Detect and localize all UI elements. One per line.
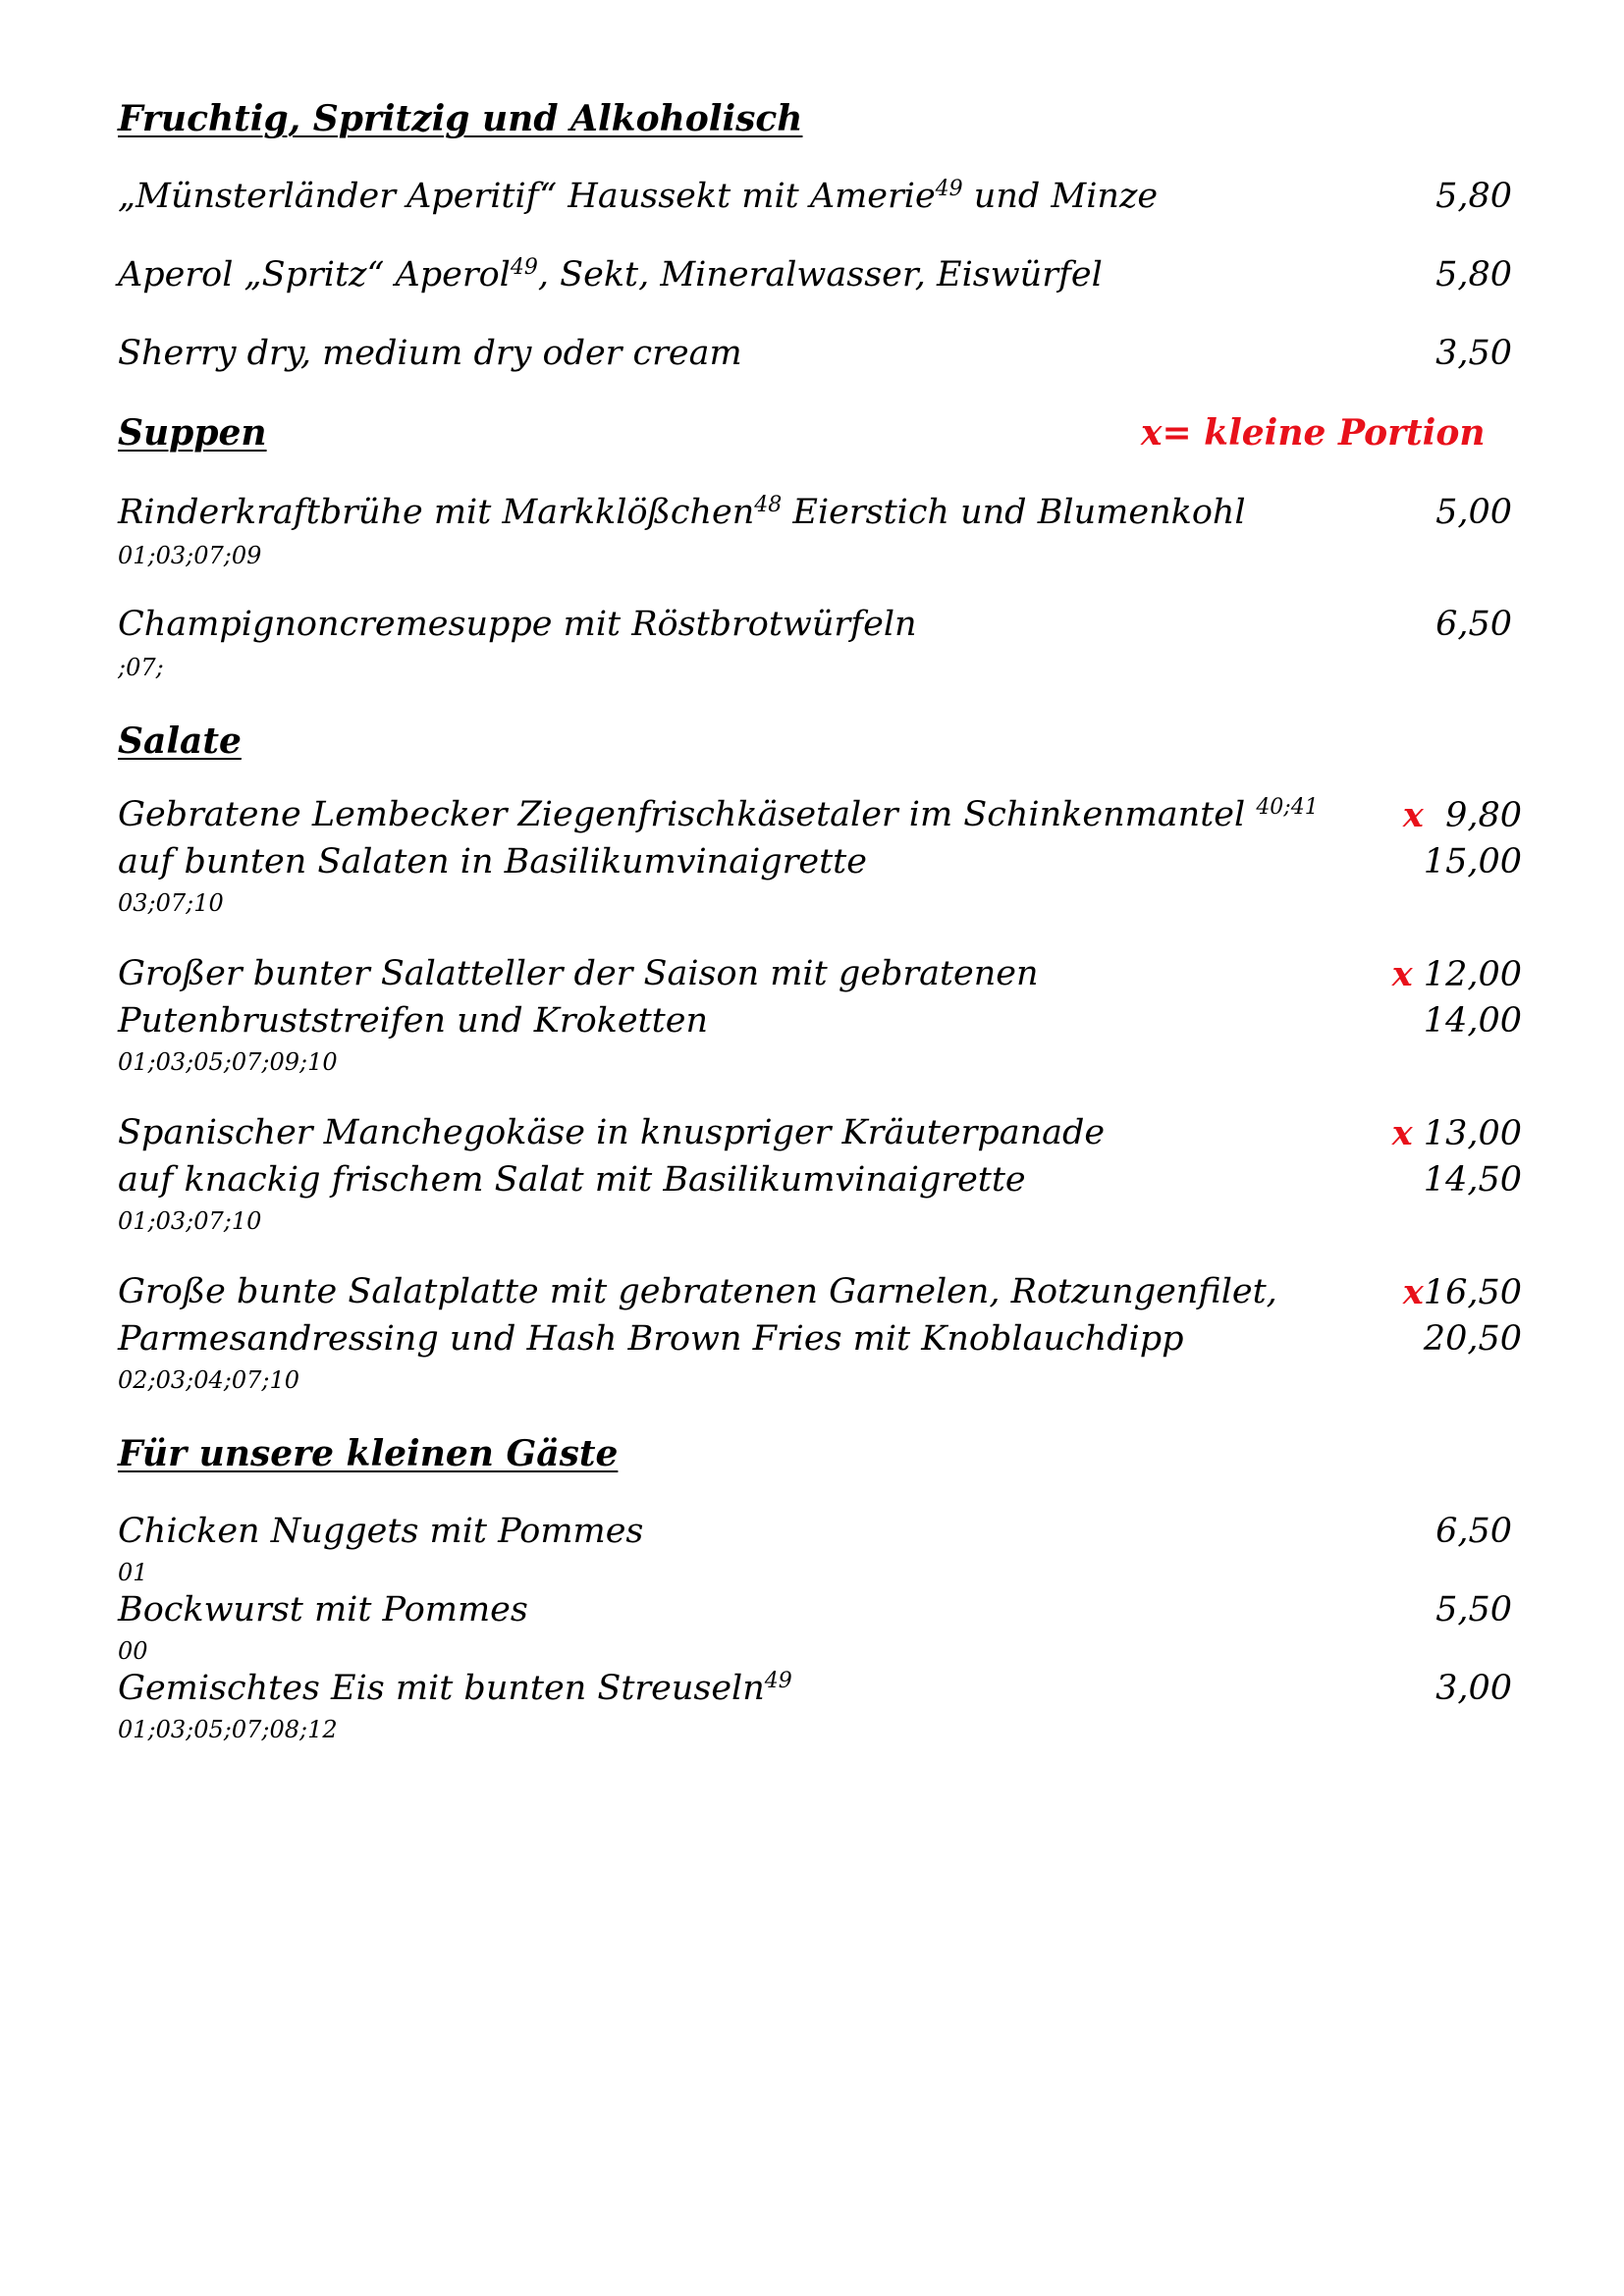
menu-item-name-line2: auf knackig frischem Salat mit Basilikumvinaigrette [118, 1160, 1026, 1200]
menu-item-name: Rinderkraftbrühe mit Markklößchen$^{48}$ Eierstich und Blumenkohl [118, 493, 1246, 532]
menu-item-price: 5,00 [1435, 493, 1512, 532]
allergen-codes: 01;03;07;10 [118, 1207, 262, 1235]
allergen-codes: 00 [118, 1637, 148, 1665]
allergen-codes: 01 [118, 1559, 148, 1586]
menu-item-price: 5,80 [1435, 177, 1512, 216]
section-heading-aperitif: Fruchtig, Spritzig und Alkoholisch [118, 98, 803, 139]
menu-item-name: Chicken Nuggets mit Pommes [118, 1512, 644, 1551]
menu-item-price: 15,00 [1423, 842, 1522, 881]
menu-item-price: 3,50 [1435, 334, 1512, 373]
small-portion-note: x= kleine Portion [1141, 412, 1486, 454]
allergen-codes: 03;07;10 [118, 889, 224, 917]
menu-item-name-line2: Putenbruststreifen und Kroketten [118, 1001, 708, 1041]
allergen-codes: 02;03;04;07;10 [118, 1366, 300, 1394]
menu-item-name: Aperol „Spritz“ Aperol$^{49}$, Sekt, Mineralwasser, Eiswürfel [118, 255, 1103, 294]
small-portion-price: x 9,80 [1402, 795, 1522, 835]
menu-item-price: 5,80 [1435, 255, 1512, 294]
menu-item-price: 14,00 [1423, 1001, 1522, 1041]
allergen-codes: 01;03;07;09 [118, 542, 262, 569]
menu-item-name: Gemischtes Eis mit bunten Streuseln$^{49}$ [118, 1669, 792, 1708]
section-heading-soups: Suppen [118, 412, 267, 454]
small-portion-price: x 13,00 [1391, 1113, 1522, 1153]
menu-item-price: 3,00 [1435, 1669, 1512, 1708]
menu-item-name: Große bunte Salatplatte mit gebratenen Garnelen, Rotzungenfilet, [118, 1272, 1277, 1311]
menu-item-price: 14,50 [1423, 1160, 1522, 1200]
small-portion-price: x 12,00 [1391, 954, 1522, 994]
menu-item-name: „Münsterländer Aperitif“ Haussekt mit Amerie$^{49}$ und Minze [118, 177, 1159, 216]
section-heading-salads: Salate [118, 721, 242, 762]
menu-item-name: Sherry dry, medium dry oder cream [118, 334, 742, 373]
small-portion-price: x16,50 [1402, 1272, 1522, 1312]
allergen-codes: ;07; [118, 654, 164, 681]
allergen-codes: 01;03;05;07;08;12 [118, 1716, 338, 1743]
allergen-codes: 01;03;05;07;09;10 [118, 1048, 338, 1076]
menu-item-price: 6,50 [1435, 605, 1512, 644]
menu-item-name-line2: Parmesandressing und Hash Brown Fries mit Knoblauchdipp [118, 1319, 1184, 1359]
section-heading-kids: Für unsere kleinen Gäste [118, 1433, 619, 1474]
menu-item-name: Gebratene Lembecker Ziegenfrischkäsetaler im Schinkenmantel $^{40;41}$ [118, 795, 1319, 834]
menu-item-name: Großer bunter Salatteller der Saison mit gebratenen [118, 954, 1039, 993]
menu-item-price: 6,50 [1435, 1512, 1512, 1551]
menu-item-price: 20,50 [1423, 1319, 1522, 1359]
menu-item-name: Bockwurst mit Pommes [118, 1590, 528, 1629]
menu-item-name: Spanischer Manchegokäse in knuspriger Kräuterpanade [118, 1113, 1106, 1152]
menu-item-name: Champignoncremesuppe mit Röstbrotwürfeln [118, 605, 917, 644]
menu-item-price: 5,50 [1435, 1590, 1512, 1629]
menu-item-name-line2: auf bunten Salaten in Basilikumvinaigrette [118, 842, 867, 881]
